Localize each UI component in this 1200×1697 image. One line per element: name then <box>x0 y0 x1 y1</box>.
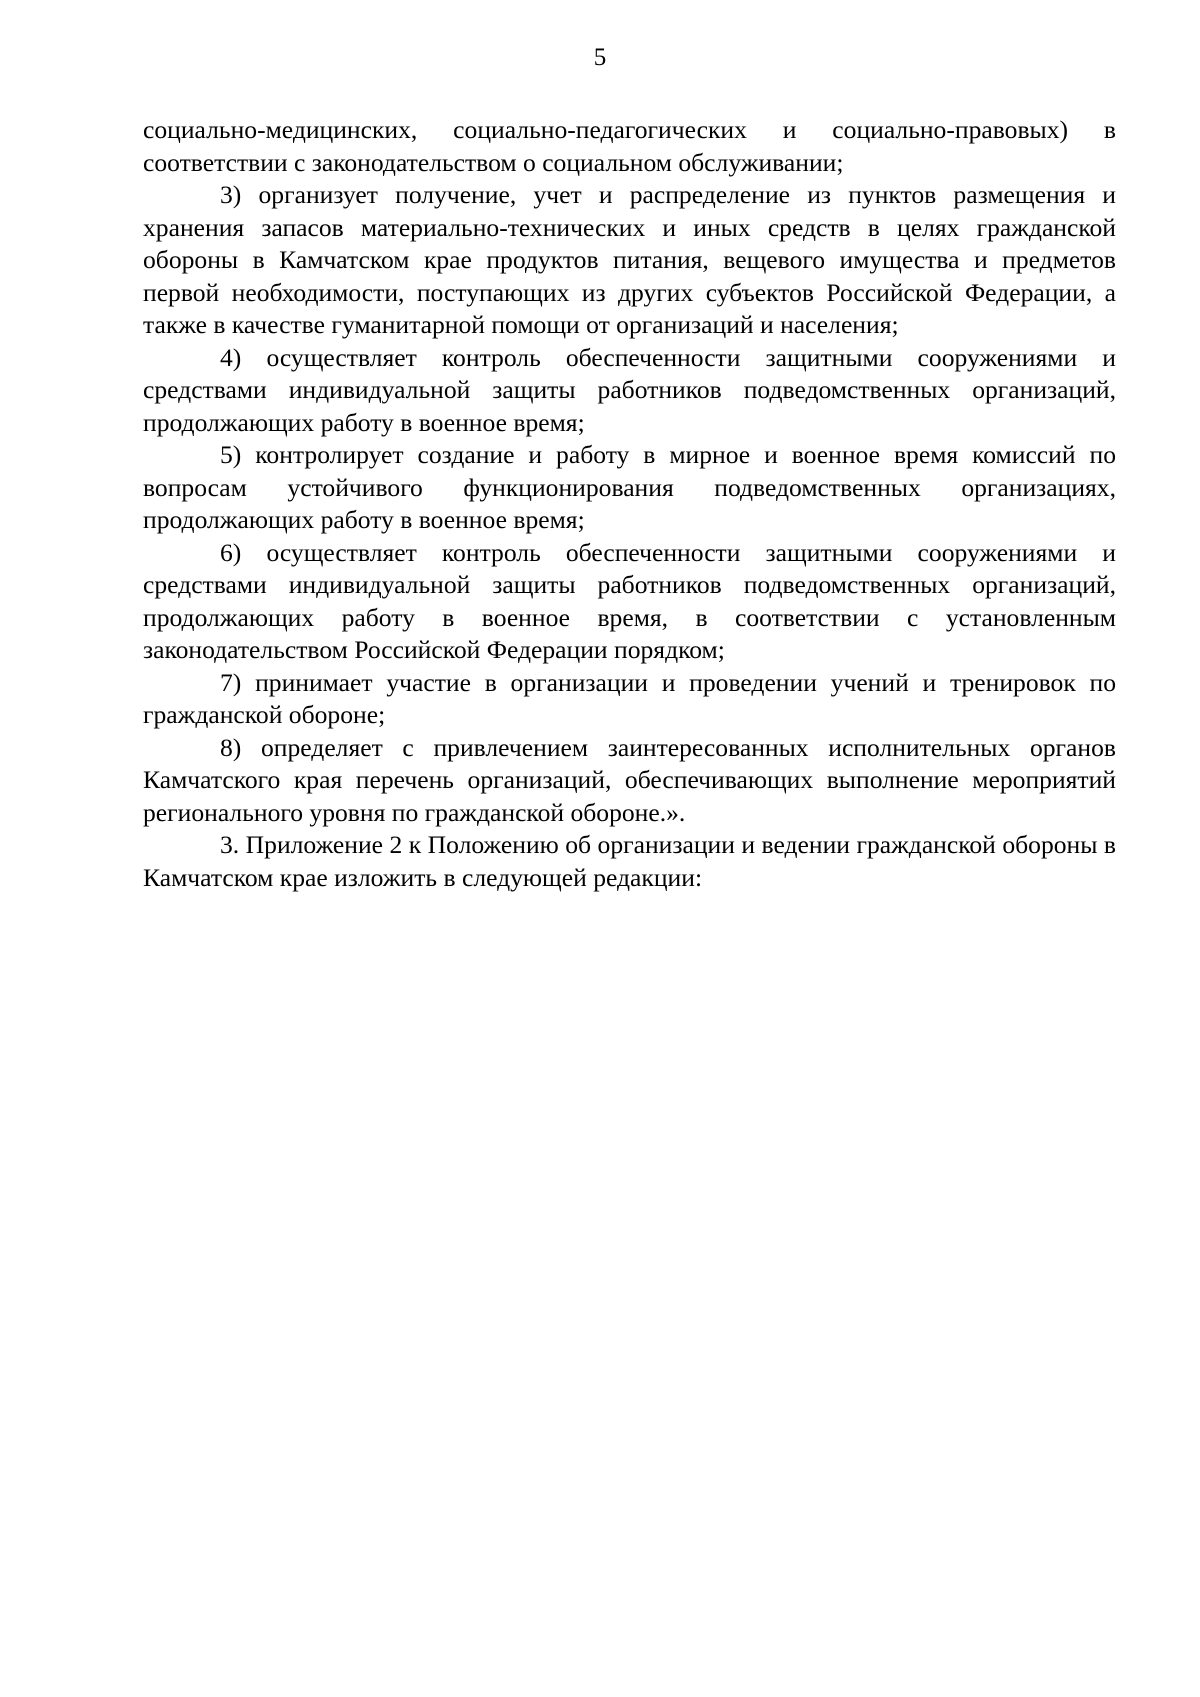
paragraph-section-3: 3. Приложение 2 к Положению об организации и ведении гражданской обороны в Камчатском крае изложить в следующей редакции: <box>143 830 1116 892</box>
paragraph-item-4: 4) осуществляет контроль обеспеченности защитными сооружениями и средствами индивидуальной защиты работников подведомственных организаций, продолжающих работу в военное время; <box>143 342 1116 437</box>
paragraph-item-3: 3) организует получение, учет и распределение из пунктов размещения и хранения запасов материально-технических и иных средств в целях гражданской обороны в Камчатском крае продуктов питания, вещевого имущества и предметов первой необходимости, поступающих из других субъектов Российской Федерации, а также в качестве гуманитарной помощи от организаций и населения; <box>143 180 1116 339</box>
paragraph-continuation: социально-медицинских, социально-педагогических и социально-правовых) в соответствии с законодательством о социальном обслуживании; <box>143 115 1116 177</box>
page-number: 5 <box>593 44 607 71</box>
paragraph-item-6: 6) осуществляет контроль обеспеченности защитными сооружениями и средствами индивидуальной защиты работников подведомственных организаций, продолжающих работу в военное время, в соответствии с установленным законодательством Российской Федерации порядком; <box>143 537 1116 664</box>
document-body <box>143 114 1116 894</box>
paragraph-item-5: 5) контролирует создание и работу в мирное и военное время комиссий по вопросам устойчивого функционирования подведомственных организациях, продолжающих работу в военное время; <box>143 440 1116 534</box>
paragraph-item-8: 8) определяет с привлечением заинтересованных исполнительных органов Камчатского края перечень организаций, обеспечивающих выполнение мероприятий регионального уровня по гражданской обороне.». <box>143 732 1116 827</box>
paragraph-item-7: 7) принимает участие в организации и проведении учений и тренировок по гражданской обороне; <box>143 667 1116 729</box>
